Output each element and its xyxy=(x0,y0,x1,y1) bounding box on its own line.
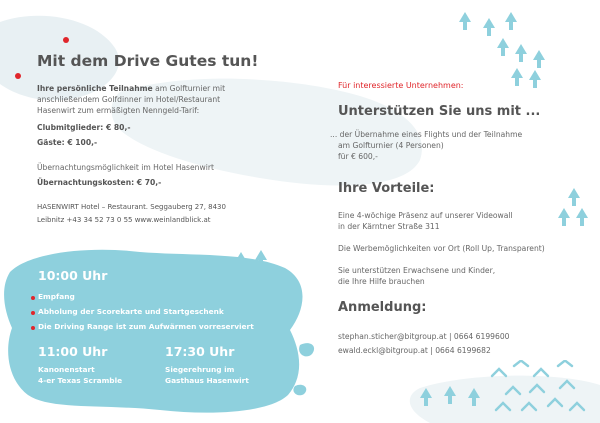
time-1: 10:00 Uhr xyxy=(38,268,108,283)
support-line-2: am Golfturnier (4 Personen) xyxy=(338,141,444,150)
support-heading: Unterstützen Sie uns mit ... xyxy=(338,104,541,119)
time-3-desc-1: Siegerehrung im xyxy=(165,365,235,374)
intro-rest: am Golfturnier mit xyxy=(152,84,226,93)
time-3-desc-2: Gasthaus Hasenwirt xyxy=(165,376,249,385)
time-3: 17:30 Uhr xyxy=(165,344,235,359)
benefit-3-line-1: Sie unterstützen Erwachsene und Kinder, xyxy=(338,266,496,275)
schedule-item: Empfang xyxy=(38,292,75,301)
benefit-3-line-2: die Ihre Hilfe brauchen xyxy=(338,277,425,286)
red-dot-decor xyxy=(15,73,21,79)
bullet-dot xyxy=(31,296,35,300)
support-line-3: für € 600,- xyxy=(338,152,378,161)
intro-bold: Ihre persönliche Teilnahme xyxy=(37,84,153,93)
chevron-marks-decor xyxy=(490,360,590,420)
intro-line-3: Hasenwirt zum ermäßigten Nenngeld-Tarif: xyxy=(37,106,200,115)
bullet-dot xyxy=(31,311,35,315)
tree-icons-top-right xyxy=(455,8,565,88)
intro-line-2: anschließendem Golfdinner im Hotel/Restaurant xyxy=(37,95,221,104)
time-2-desc-1: Kanonenstart xyxy=(38,365,95,374)
price-guests: Gäste: € 100,- xyxy=(37,138,98,147)
red-dot-decor xyxy=(63,37,69,43)
support-line-1: ... der Übernahme eines Flights und der Teilnahme xyxy=(330,130,523,139)
benefit-1-line-2: in der Kärntner Straße 311 xyxy=(338,222,440,231)
benefit-2: Die Werbemöglichkeiten vor Ort (Roll Up, Transparent) xyxy=(338,244,545,253)
bullet-dot xyxy=(31,326,35,330)
benefit-1-line-1: Eine 4-wöchige Präsenz auf unserer Videowall xyxy=(338,211,513,220)
contact-2[interactable]: ewald.eckl@bitgroup.at | 0664 6199682 xyxy=(338,346,491,355)
schedule-item: Abholung der Scorekarte und Startgeschenk xyxy=(38,307,224,316)
price-members: Clubmitglieder: € 80,- xyxy=(37,123,131,132)
time-2: 11:00 Uhr xyxy=(38,344,108,359)
registration-heading: Anmeldung: xyxy=(338,300,427,315)
overnight-cost: Übernachtungskosten: € 70,- xyxy=(37,178,162,187)
intro-line-1 xyxy=(37,83,225,94)
tree-icons-right xyxy=(556,186,592,230)
schedule-item: Die Driving Range ist zum Aufwärmen vorreserviert xyxy=(38,322,254,331)
company-label: Für interessierte Unternehmen: xyxy=(338,81,464,90)
contact-1[interactable]: stephan.sticher@bitgroup.at | 0664 6199600 xyxy=(338,332,510,341)
tree-icons-middle xyxy=(233,248,273,274)
overnight-line: Übernachtungsmöglichkeit im Hotel Hasenwirt xyxy=(37,163,214,172)
time-2-desc-2: 4-er Texas Scramble xyxy=(38,376,123,385)
headline: Mit dem Drive Gutes tun! xyxy=(37,52,259,70)
hotel-address: HASENWIRT Hotel – Restaurant. Seggauberg 27, 8430 xyxy=(37,203,226,211)
hotel-contact: Leibnitz +43 34 52 73 0 55 www.weinlandblick.at xyxy=(37,216,211,224)
benefits-heading: Ihre Vorteile: xyxy=(338,181,435,196)
